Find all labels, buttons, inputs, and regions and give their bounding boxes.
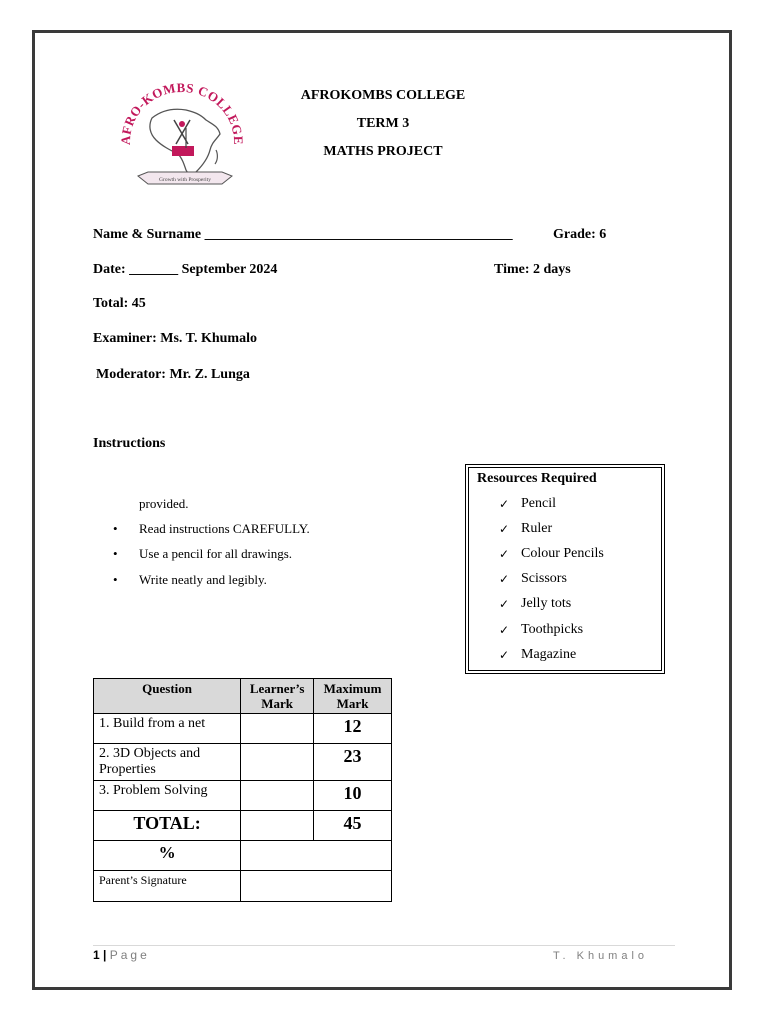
total-label-cell: TOTAL: <box>94 811 241 841</box>
max-mark-cell: 12 <box>314 714 392 744</box>
page-number: 1 <box>93 948 100 962</box>
resource-item: ✓ Jelly tots <box>499 596 572 612</box>
instructions-heading: Instructions <box>93 436 166 451</box>
learner-mark-cell[interactable] <box>241 781 314 811</box>
resource-item: ✓ Ruler <box>499 520 553 536</box>
resource-item: ✓ Magazine <box>499 646 577 662</box>
checkmark-icon: ✓ <box>499 546 510 561</box>
examiner-label: Examiner: Ms. T. Khumalo <box>93 331 257 346</box>
signature-cell[interactable] <box>241 871 392 902</box>
question-cell: 2. 3D Objects and Properties <box>94 744 241 781</box>
resource-item: ✓ Pencil <box>499 495 556 511</box>
instruction-item: • Use a pencil for all drawings. <box>113 546 293 561</box>
college-logo <box>112 80 252 196</box>
signature-label-cell: Parent’s Signature <box>94 871 241 902</box>
table-header-row <box>94 679 392 714</box>
instruction-item: • Read instructions CAREFULLY. <box>113 521 310 536</box>
term-label: TERM 3 <box>356 116 410 131</box>
total-max-cell: 45 <box>314 811 392 841</box>
instruction-item: • Write neatly and legibly. <box>113 572 267 587</box>
page-footer <box>93 948 150 962</box>
max-mark-cell: 23 <box>314 744 392 781</box>
checkmark-icon: ✓ <box>499 496 510 511</box>
checkmark-icon: ✓ <box>499 647 510 662</box>
resources-box <box>465 464 665 674</box>
time-label: Time: 2 days <box>494 262 571 277</box>
table-row <box>94 714 392 744</box>
total-row <box>94 811 392 841</box>
resource-item: ✓ Toothpicks <box>499 621 584 637</box>
footer-divider <box>93 945 675 946</box>
marks-table <box>93 678 392 902</box>
question-header: Question <box>94 679 241 714</box>
percent-row <box>94 841 392 871</box>
project-title: MATHS PROJECT <box>323 144 443 159</box>
page-word: Page <box>109 948 150 962</box>
table-row <box>94 744 392 781</box>
table-row <box>94 781 392 811</box>
learner-mark-cell[interactable] <box>241 744 314 781</box>
question-cell: 3. Problem Solving <box>94 781 241 811</box>
instruction-continuation: provided. <box>139 496 189 511</box>
date-field[interactable]: Date: _______ September 2024 <box>93 262 278 277</box>
learner-mark-header: Learner’s Mark <box>241 679 314 714</box>
school-name: AFROKOMBS COLLEGE <box>300 88 466 103</box>
resources-title: Resources Required <box>477 471 597 486</box>
resource-item: ✓ Scissors <box>499 571 567 587</box>
checkmark-icon: ✓ <box>499 521 510 536</box>
logo-arc-text: AFRO-KOMBS COLLEGE <box>117 80 247 146</box>
total-label: Total: 45 <box>93 296 146 311</box>
page-separator: | <box>103 948 107 962</box>
signature-row <box>94 871 392 902</box>
footer-author: T. Khumalo <box>553 950 649 962</box>
max-mark-cell: 10 <box>314 781 392 811</box>
checkmark-icon: ✓ <box>499 622 510 637</box>
checkmark-icon: ✓ <box>499 597 510 612</box>
checkmark-icon: ✓ <box>499 572 510 587</box>
name-surname-field[interactable]: Name & Surname ____________________________________________ <box>93 227 513 242</box>
percent-value-cell[interactable] <box>241 841 392 871</box>
learner-mark-cell[interactable] <box>241 714 314 744</box>
logo-motto: Growth with Prosperity <box>159 177 211 183</box>
moderator-label: Moderator: Mr. Z. Lunga <box>96 367 250 382</box>
learner-total-cell[interactable] <box>241 811 314 841</box>
grade-label: Grade: 6 <box>553 227 607 242</box>
question-cell: 1. Build from a net <box>94 714 241 744</box>
resource-item: ✓ Colour Pencils <box>499 545 604 561</box>
maximum-mark-header: Maximum Mark <box>314 679 392 714</box>
percent-label-cell: % <box>94 841 241 871</box>
